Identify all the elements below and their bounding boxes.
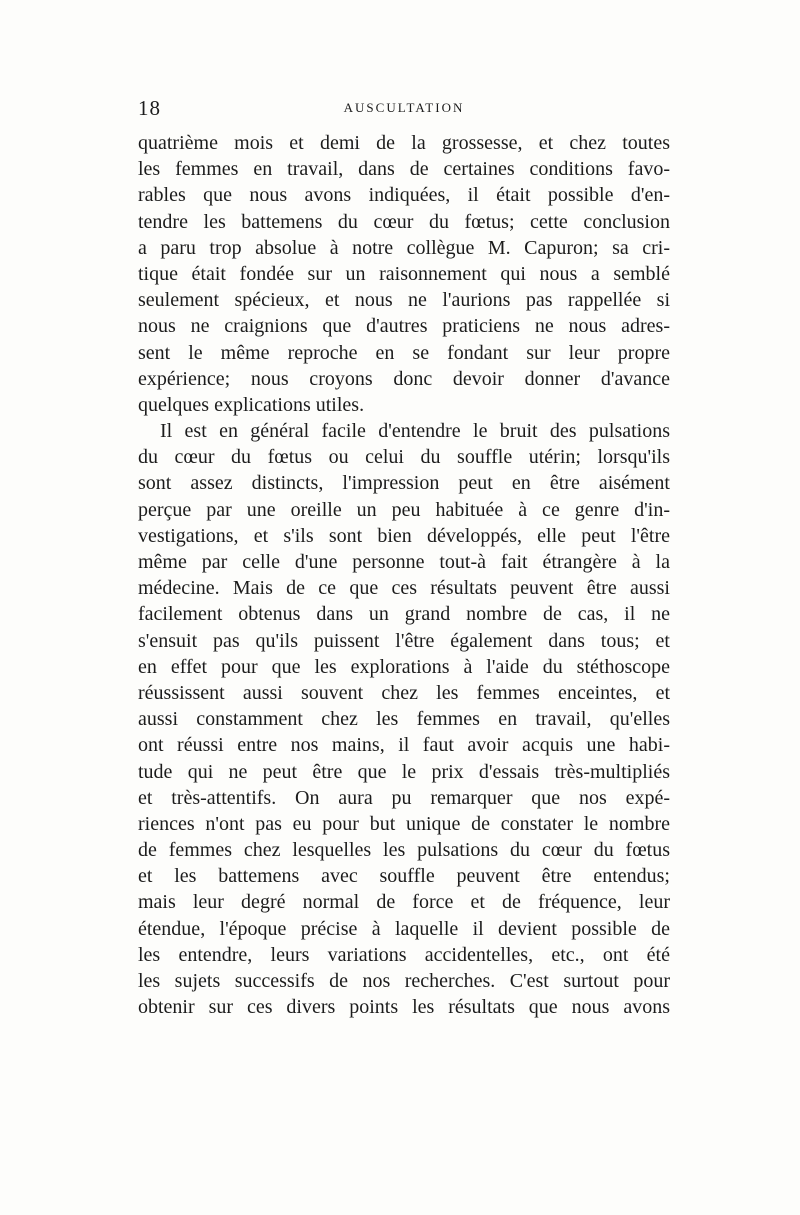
page-header <box>138 94 670 130</box>
text-line: quatrième mois et demi de la grossesse, et chez toutes <box>138 132 670 154</box>
text-line: et très-attentifs. On aura pu remarquer que nos expé- <box>138 786 670 809</box>
text-line: vestigations, et s'ils sont bien développés, elle peut l'être <box>138 524 670 547</box>
text-line: du cœur du fœtus ou celui du souffle utérin; lorsqu'ils <box>138 446 670 469</box>
text-line: seulement spécieux, et nous ne l'aurions pas rappellée si <box>138 289 670 312</box>
text-line: tique était fondée sur un raisonnement qui nous a semblé <box>138 262 670 285</box>
text-line: réussissent aussi souvent chez les femmes enceintes, et <box>138 681 670 704</box>
text-line: tendre les battemens du cœur du fœtus; cette conclusion <box>138 210 670 233</box>
text-line: aussi constamment chez les femmes en travail, qu'elles <box>138 708 670 731</box>
text-line: les sujets successifs de nos recherches. C'est surtout pour <box>138 970 670 992</box>
text-line: Il est en général facile d'entendre le bruit des pulsations <box>160 420 670 443</box>
page-text-block <box>138 94 670 1020</box>
text-line: sent le même reproche en se fondant sur leur propre <box>138 341 670 364</box>
text-line: perçue par une oreille un peu habituée à ce genre d'in- <box>138 498 670 521</box>
text-line: médecine. Mais de ce que ces résultats peuvent être aussi <box>138 577 670 600</box>
text-line: quelques explications utiles. <box>138 393 365 416</box>
text-line: en effet pour que les explorations à l'aide du stéthoscope <box>138 655 670 678</box>
text-line: même par celle d'une personne tout-à fait étrangère à la <box>138 551 670 573</box>
text-line: riences n'ont pas eu pour but unique de constater le nombre <box>138 812 670 835</box>
text-line: étendue, l'époque précise à laquelle il devient possible de <box>138 917 670 940</box>
text-line: les femmes en travail, dans de certaines conditions favo- <box>138 158 670 181</box>
text-line: ont réussi entre nos mains, il faut avoir acquis une habi- <box>138 734 670 757</box>
text-line: mais leur degré normal de force et de fréquence, leur <box>138 891 670 914</box>
text-line: s'ensuit pas qu'ils puissent l'être également dans tous; et <box>138 629 670 652</box>
text-line: a paru trop absolue à notre collègue M. Capuron; sa cri- <box>138 236 670 259</box>
text-line: de femmes chez lesquelles les pulsations du cœur du fœtus <box>138 839 670 862</box>
text-line: les entendre, leurs variations accidentelles, etc., ont été <box>138 943 670 966</box>
text-line: et les battemens avec souffle peuvent être entendus; <box>138 865 670 888</box>
text-line: rables que nous avons indiquées, il était possible d'en- <box>138 184 670 207</box>
text-line: tude qui ne peut être que le prix d'essais très-multipliés <box>138 760 670 783</box>
text-line: nous ne craignions que d'autres praticiens ne nous adres- <box>138 315 670 338</box>
page-number: 18 <box>138 96 161 120</box>
text-line: obtenir sur ces divers points les résultats que nous avons <box>138 996 670 1019</box>
text-line: expérience; nous croyons donc devoir donner d'avance <box>138 367 670 390</box>
text-line: sont assez distincts, l'impression peut en être aisément <box>138 472 670 495</box>
body-text <box>138 130 670 1020</box>
running-head: AUSCULTATION <box>343 100 465 115</box>
text-line: facilement obtenus dans un grand nombre de cas, il ne <box>138 603 670 626</box>
